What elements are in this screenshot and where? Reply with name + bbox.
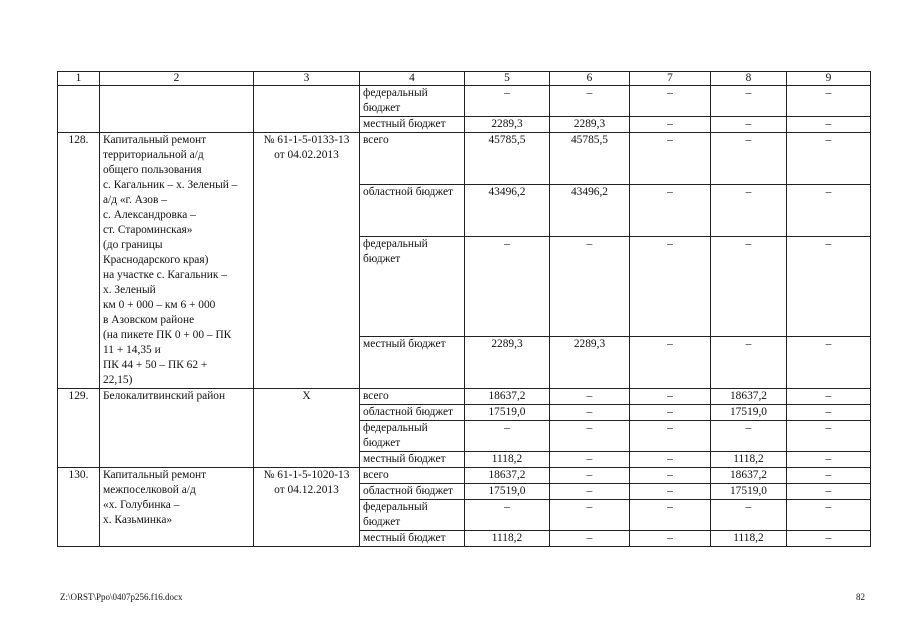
value-cell: –	[711, 500, 787, 531]
value-cell: –	[787, 500, 871, 531]
value-cell: –	[550, 468, 630, 484]
value-cell: 18637,2	[711, 389, 787, 405]
item-document-cell: Х	[254, 389, 360, 468]
header-cell: 5	[465, 72, 550, 86]
value-cell: –	[630, 117, 711, 133]
page-number: 82	[856, 592, 865, 602]
item-description-cell: Капитальный ремонт территориальной а/д общего пользования с. Кагальник – х. Зеленый – а/д «г. Азов – с. Александровка – ст. Староминская» (до границы Краснодарского края) на участке с. Кагальник – х. Зеленый км 0 + 000 – км 6 + 000 в Азовском районе (на пикете ПК 0 + 00 – ПК 11 + 14,35 и ПК 44 + 50 – ПК 62 + 22,15)	[100, 133, 254, 389]
budget-type-cell: федеральный бюджет	[360, 421, 465, 452]
item-number-cell: 129.	[58, 389, 100, 468]
budget-type-cell: местный бюджет	[360, 452, 465, 468]
header-cell: 8	[711, 72, 787, 86]
item-number-cell: 128.	[58, 133, 100, 389]
value-cell: –	[711, 133, 787, 185]
value-cell: 2289,3	[465, 117, 550, 133]
value-cell: –	[465, 421, 550, 452]
value-cell: –	[787, 117, 871, 133]
item-number-cell	[58, 86, 100, 133]
value-cell: 2289,3	[465, 337, 550, 389]
value-cell: –	[465, 86, 550, 117]
value-cell: 43496,2	[550, 184, 630, 236]
value-cell: 1118,2	[465, 531, 550, 547]
header-cell: 6	[550, 72, 630, 86]
header-cell: 2	[100, 72, 254, 86]
value-cell: 18637,2	[465, 389, 550, 405]
value-cell: –	[550, 452, 630, 468]
value-cell: –	[465, 500, 550, 531]
item-description-cell: Капитальный ремонт межпоселковой а/д «х. Голубинка – х. Казьминка»	[100, 468, 254, 547]
header-cell: 1	[58, 72, 100, 86]
value-cell: 18637,2	[711, 468, 787, 484]
budget-type-cell: федеральный бюджет	[360, 86, 465, 117]
value-cell: –	[787, 86, 871, 117]
item-document-cell	[254, 86, 360, 133]
value-cell: –	[711, 184, 787, 236]
item-description-cell	[100, 86, 254, 133]
table-row	[58, 468, 871, 484]
value-cell: –	[630, 337, 711, 389]
budget-type-cell: местный бюджет	[360, 337, 465, 389]
value-cell: 1118,2	[711, 452, 787, 468]
budget-type-cell: федеральный бюджет	[360, 236, 465, 336]
budget-type-cell: областной бюджет	[360, 184, 465, 236]
budget-table	[57, 71, 871, 547]
budget-type-cell: всего	[360, 133, 465, 185]
item-description-cell: Белокалитвинский район	[100, 389, 254, 468]
header-cell: 9	[787, 72, 871, 86]
value-cell: –	[550, 236, 630, 336]
value-cell: –	[711, 421, 787, 452]
value-cell: –	[787, 337, 871, 389]
value-cell: –	[550, 389, 630, 405]
header-row	[58, 72, 871, 86]
item-document-cell: № 61-1-5-0133-13 от 04.02.2013	[254, 133, 360, 389]
header-cell: 3	[254, 72, 360, 86]
value-cell: –	[550, 484, 630, 500]
value-cell: –	[787, 236, 871, 336]
value-cell: –	[550, 500, 630, 531]
value-cell: –	[630, 468, 711, 484]
value-cell: 45785,5	[465, 133, 550, 185]
table-row	[58, 133, 871, 185]
value-cell: –	[630, 184, 711, 236]
value-cell: –	[787, 389, 871, 405]
value-cell: –	[787, 184, 871, 236]
value-cell: –	[711, 117, 787, 133]
value-cell: –	[711, 86, 787, 117]
value-cell: –	[630, 531, 711, 547]
value-cell: 43496,2	[465, 184, 550, 236]
footer-file-path: Z:\ORST\Ppo\0407p256.f16.docx	[60, 592, 183, 602]
value-cell: 1118,2	[465, 452, 550, 468]
budget-type-cell: областной бюджет	[360, 405, 465, 421]
value-cell: 18637,2	[465, 468, 550, 484]
value-cell: –	[630, 389, 711, 405]
table-row	[58, 86, 871, 117]
value-cell: –	[465, 236, 550, 336]
value-cell: –	[630, 405, 711, 421]
table-row	[58, 389, 871, 405]
value-cell: 2289,3	[550, 337, 630, 389]
value-cell: 17519,0	[711, 484, 787, 500]
value-cell: –	[630, 133, 711, 185]
budget-type-cell: областной бюджет	[360, 484, 465, 500]
value-cell: 45785,5	[550, 133, 630, 185]
value-cell: –	[630, 500, 711, 531]
value-cell: –	[787, 452, 871, 468]
value-cell: –	[630, 452, 711, 468]
value-cell: –	[630, 421, 711, 452]
budget-type-cell: местный бюджет	[360, 117, 465, 133]
value-cell: –	[630, 484, 711, 500]
value-cell: –	[550, 531, 630, 547]
value-cell: –	[711, 236, 787, 336]
header-cell: 7	[630, 72, 711, 86]
item-document-cell: № 61-1-5-1020-13 от 04.12.2013	[254, 468, 360, 547]
value-cell: –	[630, 236, 711, 336]
value-cell: –	[787, 133, 871, 185]
value-cell: 1118,2	[711, 531, 787, 547]
value-cell: –	[630, 86, 711, 117]
budget-type-cell: всего	[360, 468, 465, 484]
value-cell: –	[787, 468, 871, 484]
value-cell: –	[550, 86, 630, 117]
value-cell: –	[787, 421, 871, 452]
value-cell: 17519,0	[711, 405, 787, 421]
table-body	[58, 72, 871, 547]
header-cell: 4	[360, 72, 465, 86]
item-number-cell: 130.	[58, 468, 100, 547]
value-cell: 17519,0	[465, 484, 550, 500]
budget-type-cell: федеральный бюджет	[360, 500, 465, 531]
value-cell: 2289,3	[550, 117, 630, 133]
value-cell: –	[550, 421, 630, 452]
value-cell: –	[550, 405, 630, 421]
value-cell: –	[787, 405, 871, 421]
value-cell: –	[787, 531, 871, 547]
value-cell: –	[711, 337, 787, 389]
budget-type-cell: всего	[360, 389, 465, 405]
value-cell: –	[787, 484, 871, 500]
budget-type-cell: местный бюджет	[360, 531, 465, 547]
value-cell: 17519,0	[465, 405, 550, 421]
